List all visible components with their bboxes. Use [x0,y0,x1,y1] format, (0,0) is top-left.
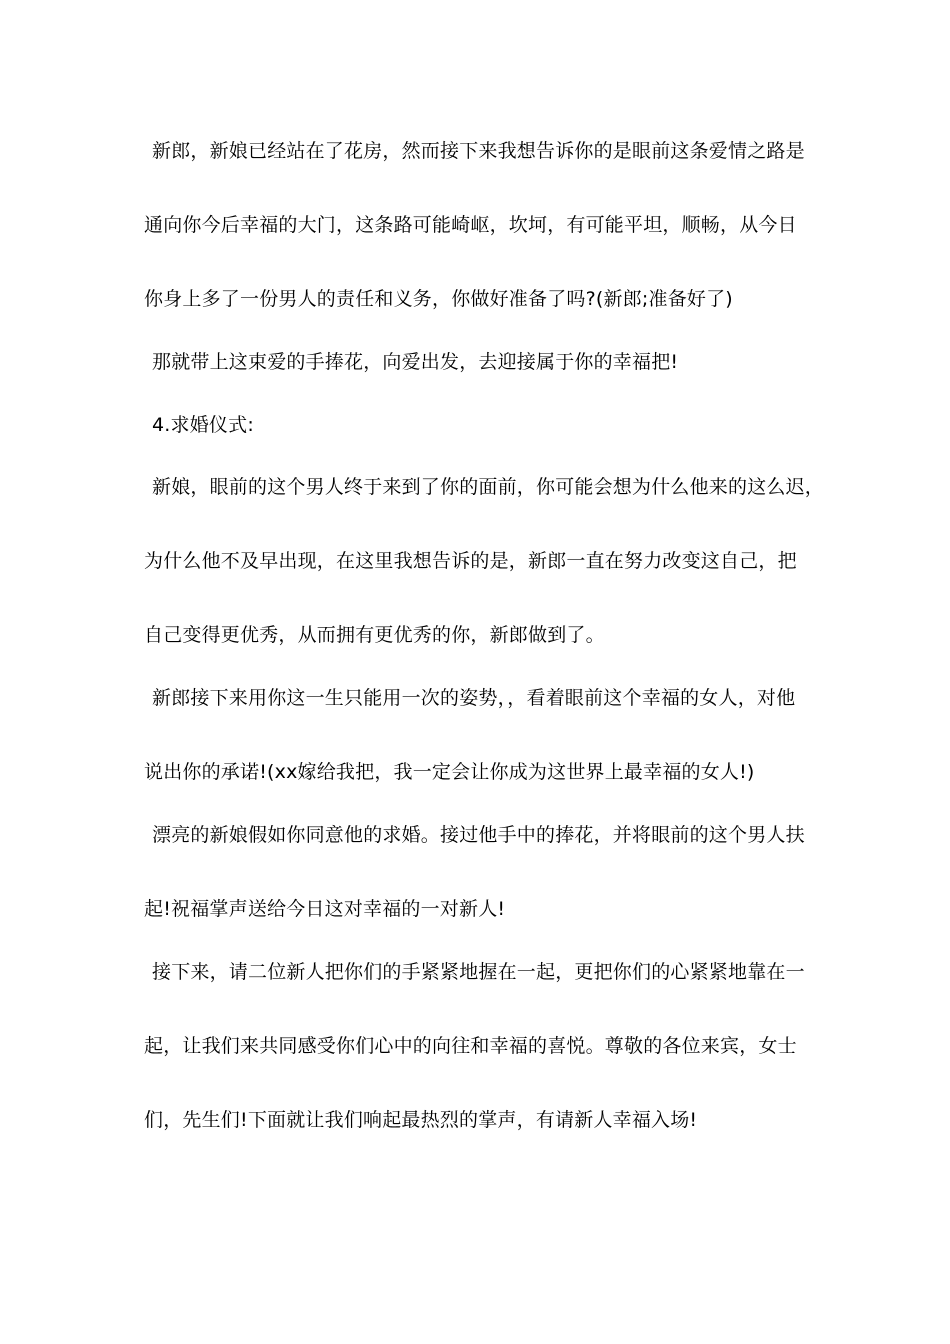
text-line-13: 接下来，请二位新人把你们的手紧紧地握在一起，更把你们的心紧紧地靠在一 [152,961,805,983]
text-line-12: 起!祝福掌声送给今日这对幸福的一对新人! [144,898,506,920]
text-line-6: 新娘，眼前的这个男人终于来到了你的面前，你可能会想为什么他来的这么迟， [152,476,825,498]
text-line-9: 新郎接下来用你这一生只能用一次的姿势，，看着眼前这个幸福的女人，对他 [152,687,796,709]
text-line-8: 自己变得更优秀，从而拥有更优秀的你，新郎做到了。 [144,624,605,646]
text-line-2: 通向你今后幸福的大门，这条路可能崎岖，坎坷，有可能平坦，顺畅，从今日 [144,214,797,236]
text-line-4: 那就带上这束爱的手捧花，向爱出发，去迎接属于你的幸福把! [152,351,679,373]
text-line-10: 说出你的承诺!(xx嫁给我把，我一定会让你成为这世界上最幸福的女人!) [144,761,755,783]
text-line-11: 漂亮的新娘假如你同意他的求婚。接过他手中的捧花，并将眼前的这个男人扶 [152,824,805,846]
text-line-7: 为什么他不及早出现，在这里我想告诉的是，新郎一直在努力改变这自己，把 [144,550,797,572]
section-heading: 4.求婚仪式: [152,414,254,436]
text-line-3: 你身上多了一份男人的责任和义务，你做好准备了吗?(新郎;准备好了) [144,288,733,310]
text-line-1: 新郎，新娘已经站在了花房，然而接下来我想告诉你的是眼前这条爱情之路是 [152,140,805,162]
text-line-14: 起，让我们来共同感受你们心中的向往和幸福的喜悦。尊敬的各位来宾，女士 [144,1035,797,1057]
text-line-15: 们，先生们!下面就让我们响起最热烈的掌声，有请新人幸福入场! [144,1109,698,1131]
